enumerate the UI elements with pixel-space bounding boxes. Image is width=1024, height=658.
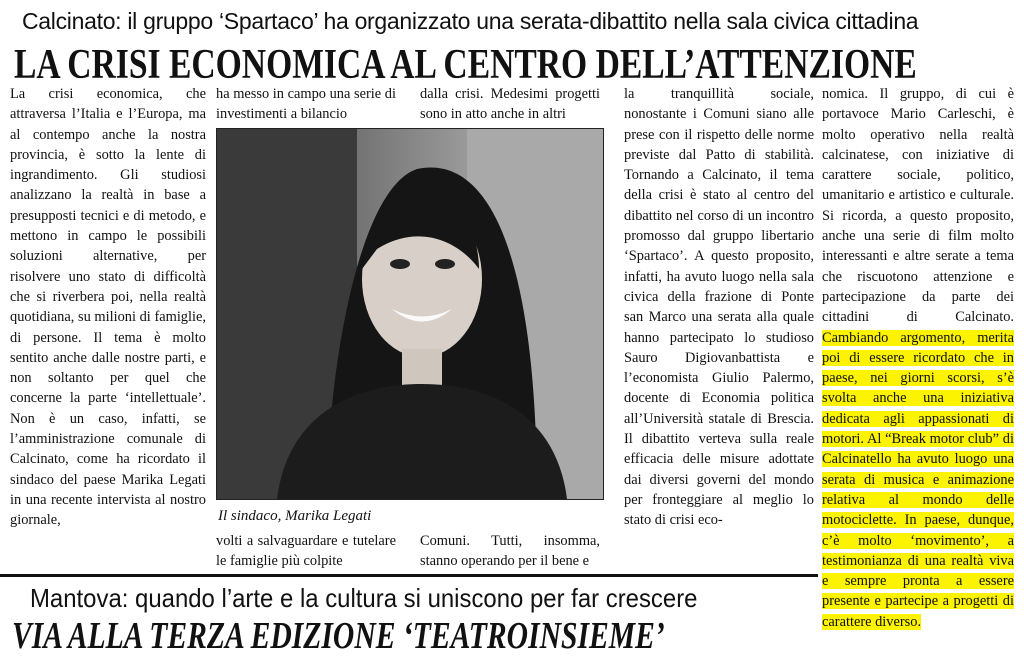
column-5-text — [822, 84, 1014, 632]
column-2-top — [216, 84, 396, 125]
section-divider — [0, 574, 818, 577]
column-2-bottom — [216, 531, 396, 572]
column-1 — [10, 84, 206, 531]
second-article-headline: VIA ALLA TERZA EDIZIONE ‘TEATROINSIEME’ — [12, 615, 665, 657]
column-5 — [822, 84, 1014, 632]
column-2-top-text: ha messo in campo una serie di investimenti a bilancio — [216, 86, 396, 123]
column-3-top-text: dalla crisi. Medesimi progetti sono in atto anche in altri — [420, 86, 600, 123]
column-4-text: la tranquillità sociale, nonostante i Comuni siano alle prese con il rispetto delle norme previste dal Patto di stabilità. Tornando a Calcinato, il tema della crisi è stato al centro del dibattito nel corso di un incontro promosso dal gruppo libertario ‘Spartaco’. A questo proposito, infatti, ha avuto luogo nella sala civica della frazione di Ponte san Marco una serata alla quale hanno partecipato lo studioso Sauro Digiovanbattista e l’economista Giulio Palermo, docente di Economia politica all’Università statale di Brescia. Il dibattito verteva sulla reale efficacia delle misure adottate dai diversi governi del mondo per fronteggiare al meglio lo stato di crisi eco- — [624, 86, 814, 529]
article-kicker: Calcinato: il gruppo ‘Spartaco’ ha organizzato una serata-dibattito nella sala civica cittadina — [22, 8, 919, 34]
column-2-bottom-text: volti a salvaguardare e tutelare le famiglie più colpite — [216, 533, 396, 570]
column-4 — [624, 84, 814, 531]
photo-caption: Il sindaco, Marika Legati — [218, 508, 372, 524]
column-3-top — [420, 84, 600, 125]
article-headline: LA CRISI ECONOMICA AL CENTRO DELL’ATTENZIONE — [14, 42, 917, 88]
mayor-photo — [216, 128, 604, 500]
second-article-kicker: Mantova: quando l’arte e la cultura si uniscono per far crescere — [30, 583, 698, 613]
column-1-text: La crisi economica, che attraversa l’Italia e l’Europa, ma al contempo anche la nostra provincia, è sotto la lente di ingrandimento. Gli studiosi analizzano la realtà in base a presupposti tecnici e di metodo, e mettono in campo le possibili soluzioni alternative, per risolvere uno stato di difficoltà che si riverbera poi, nella realtà quotidiana, su milioni di famiglie, di persone. Il tema è molto sentito anche dalle nostre parti, e non soltanto per quel che concerne la parte ‘intellettuale’. Non è un caso, infatti, se l’amministrazione comunale di Calcinato, come ha ricordato il sindaco del paese Marika Legati in una recente intervista al nostro giornale, — [10, 86, 206, 529]
highlighted-passage: Cambiando argomento, merita poi di essere ricordato che in paese, nei giorni scorsi, s’è svolta anche una iniziativa dedicata agli appassionati di motori. Al “Break motor club” di Calcinatello ha avuto luogo una serata di musica e animazione relativa al mondo delle motociclette. In paese, dunque, c’è molto ‘movimento’, a testimonianza di una realtà viva e sempre pronta a essere presente e partecipe a progetti di carattere diverso. — [822, 329, 1014, 630]
column-3-bottom — [420, 531, 600, 572]
column-5-plain-text: nomica. Il gruppo, di cui è portavoce Mario Carleschi, è molto operativo nella realtà calcinatese, con iniziative di carattere sociale, politico, umanitario e artistico e culturale. Si ricorda, a questo proposito, anche una serie di film molto interessanti e altre serate a tema che riscuotono attenzione e partecipazione da parte dei cittadini di Calcinato. — [822, 86, 1014, 326]
column-3-bottom-text: Comuni. Tutti, insomma, stanno operando per il bene e — [420, 533, 600, 570]
